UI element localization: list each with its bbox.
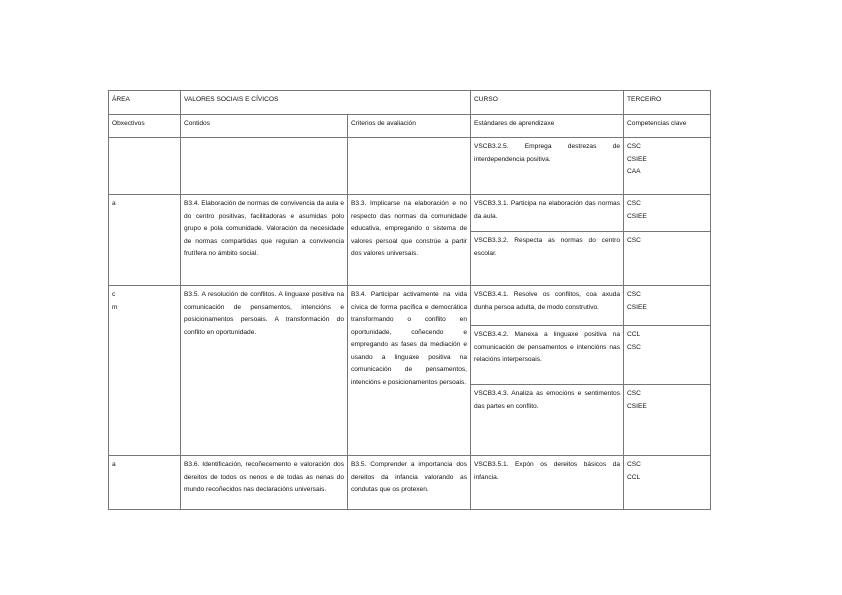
competence-code: CSC bbox=[627, 461, 641, 468]
learning-standard: VSCB3.5.1. Expón os dereitos básicos da infancia. bbox=[474, 461, 621, 481]
learning-standard: VSCB3.3.1. Participa na elaboración das normas da aula. bbox=[474, 200, 621, 220]
competence-list bbox=[624, 195, 710, 231]
competence-list bbox=[624, 456, 710, 509]
competence-code: CSIEE bbox=[627, 155, 647, 163]
competence-code: CCL bbox=[627, 473, 641, 481]
curriculum-table-body bbox=[109, 91, 711, 510]
objective-code: m bbox=[112, 303, 118, 311]
objective-code: a bbox=[112, 200, 116, 207]
curso-label: CURSO bbox=[471, 91, 624, 115]
table-row bbox=[109, 138, 711, 195]
competence-code: CSC bbox=[627, 390, 641, 397]
criteria-cell: B3.5. Comprender a importancia dos dereitos da infancia valorando as condutas que os protexen. bbox=[348, 456, 471, 510]
competence-list bbox=[624, 138, 710, 194]
objectives-cell bbox=[109, 138, 181, 195]
contents-cell bbox=[181, 138, 348, 195]
contents-cell: B3.6. Identificación, recoñecemento e valoración dos dereitos de todos os nenos e de todas as nenas do mundo recoñecidos nas declaracións universais. bbox=[181, 456, 348, 510]
criteria-cell: B3.3. Implicarse na elaboración e no respecto das normas da comunidade educativa, empregando o sistema de valores persoal que constrúe a partir dos valores universais. bbox=[348, 195, 471, 286]
competence-list bbox=[624, 384, 710, 455]
col-standards: Estándares de aprendizaxe bbox=[471, 115, 624, 138]
competence-list bbox=[624, 325, 710, 384]
objectives-cell bbox=[109, 286, 181, 456]
col-criteria: Criterios de avaliación bbox=[348, 115, 471, 138]
table-row bbox=[109, 195, 711, 286]
learning-standard: VSCB3.4.3. Analiza as emocións e sentimentos das partes en conflito. bbox=[471, 384, 623, 455]
contents-cell: B3.4. Elaboración de normas de convivencia da aula e do centro positivas, facilitadoras e asumidas polo grupo e pola comunidade. Valoración da necesidade de normas compartidas que regulan a convivencia frutífera no ámbito social. bbox=[181, 195, 348, 286]
column-header-row bbox=[109, 115, 711, 138]
standards-cell bbox=[471, 456, 624, 510]
header-row bbox=[109, 91, 711, 115]
competences-cell bbox=[624, 456, 711, 510]
learning-standard: VSCB3.4.1. Resolve os conflitos, coa axuda dunha persoa adulta, de modo construtivo. bbox=[474, 291, 621, 311]
col-competences: Competencias clave bbox=[624, 115, 711, 138]
objective-code: a bbox=[112, 461, 116, 468]
objectives-cell bbox=[109, 195, 181, 286]
competence-code: CSC bbox=[627, 143, 641, 150]
standards-cell bbox=[471, 195, 624, 286]
objectives-cell bbox=[109, 456, 181, 510]
table-row bbox=[109, 286, 711, 456]
competence-code: CSIEE bbox=[627, 303, 647, 311]
learning-standard: VSCB3.3.2. Respecta as normas do centro escolar. bbox=[471, 231, 623, 285]
competence-code: CSC bbox=[627, 200, 641, 207]
col-contents: Contidos bbox=[181, 115, 348, 138]
competence-code: CCL bbox=[627, 331, 641, 338]
competence-list bbox=[624, 286, 710, 325]
competences-cell bbox=[624, 286, 711, 456]
learning-standard: VSCB3.4.2. Manexa a linguaxe positiva na comunicación de pensamentos e intencións nas relacións interpersoais. bbox=[471, 325, 623, 384]
area-value: VALORES SOCIAIS E CÍVICOS bbox=[181, 91, 471, 115]
competence-code: CSIEE bbox=[627, 402, 647, 410]
competence-code: CSC bbox=[627, 291, 641, 298]
competence-code: CSC bbox=[627, 237, 641, 244]
criteria-cell: B3.4. Participar activamente na vida cívica de forma pacífica e democrática transformando o conflito en oportunidade, coñecendo e empregando as fases da mediación e usando a linguaxe positiva na comunicación de pensamentos, intencións e posicionamentos persoais. bbox=[348, 286, 471, 456]
curriculum-table bbox=[108, 90, 711, 510]
competences-cell bbox=[624, 195, 711, 286]
standards-cell bbox=[471, 138, 624, 195]
curso-value: TERCEIRO bbox=[624, 91, 711, 115]
curriculum-sheet bbox=[108, 90, 710, 510]
col-objectives: Obxectivos bbox=[109, 115, 181, 138]
competence-code: CAA bbox=[627, 168, 641, 175]
criteria-cell bbox=[348, 138, 471, 195]
contents-cell: B3.5. A resolución de conflitos. A linguaxe positiva na comunicación de pensamentos, intencións e posicionamentos persoais. A transformación do conflito en oportunidade. bbox=[181, 286, 348, 456]
competence-code: CSC bbox=[627, 343, 641, 351]
competence-list bbox=[624, 231, 710, 285]
table-row bbox=[109, 456, 711, 510]
competence-code: CSIEE bbox=[627, 212, 647, 220]
learning-standard: VSCB3.2.5. Emprega destrezas de interdependencia positiva. bbox=[474, 143, 621, 163]
area-label: ÁREA bbox=[109, 91, 181, 115]
standards-cell bbox=[471, 286, 624, 456]
objective-code: c bbox=[112, 291, 116, 298]
competences-cell bbox=[624, 138, 711, 195]
